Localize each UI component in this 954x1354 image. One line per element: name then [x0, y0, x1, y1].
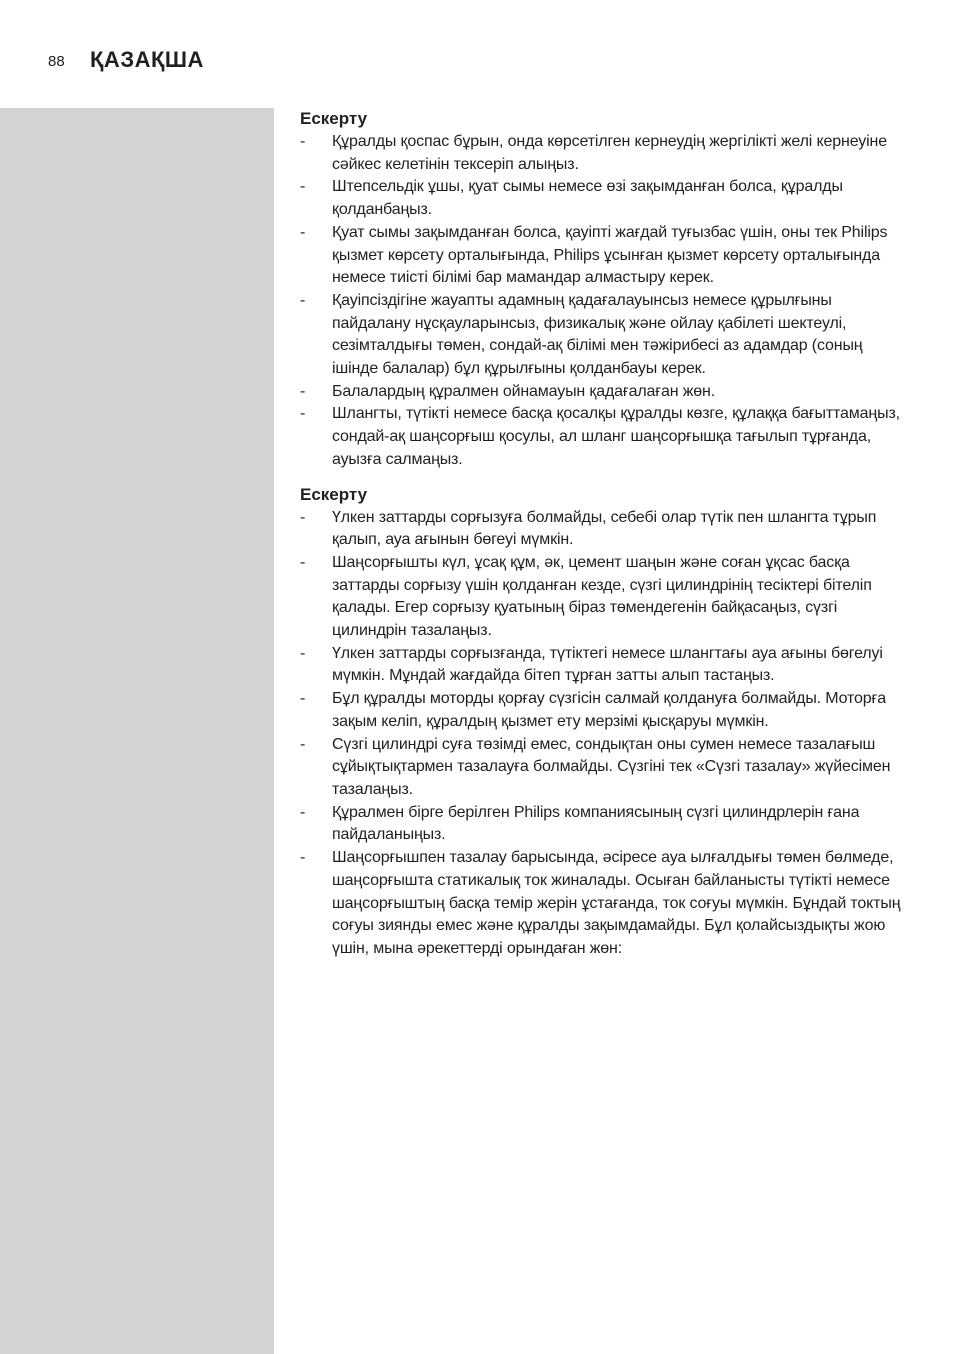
page-header: [0, 0, 954, 100]
page-title: ҚАЗАҚША: [90, 47, 204, 72]
list-item: - Шаңсорғышпен тазалау барысында, әсіресе ауа ылғалдығы төмен бөлмеде, шаңсорғышта статикалық ток жиналады. Осыған байланысты түтікті немесе шаңсорғыштың басқа темір жерін ұстағанда, ток соғуы мүмкін. Бұндай токтың соғуы зиянды емес және құралды зақымдамайды. Бұл қолайсыздықты жою үшін, мына әрекеттерді орындаған жөн:: [300, 849, 901, 957]
list-item-text: Құралды қоспас бұрын, онда көрсетілген кернеудің жергілікті желі кернеуіне сәйкес келетінін тексеріп алыңыз.: [332, 133, 887, 173]
list-item-text: Шаңсорғышты күл, ұсақ құм, әк, цемент шаңын және соған ұқсас басқа заттарды сорғызу үшін қолданған кезде, сүзгі цилиндрінің тесіктері бітеліп қалады. Егер сорғызу қуатының біраз төмендегенін байқасаңыз, сүзгі цилиндрін тазалаңыз.: [332, 553, 872, 640]
section-title: Ескерту: [300, 109, 368, 128]
list-item-text: Шлангты, түтікті немесе басқа қосалқы құралды көзге, құлаққа бағыттамаңыз, сондай-ақ шаңсорғыш қосулы, ал шланг шаңсорғышқа тағылып тұрғанда, ауызға салмаңыз.: [332, 405, 900, 468]
list-item: - Қауіпсіздігіне жауапты адамның қадағалауынсыз немесе құрылғыны пайдалану нұсқауларынсыз, физикалық және ойлау қабілеті шектеулі, сезімталдығы төмен, сондай-ақ білімі мен тәжірибесі аз адамдар (соның ішінде балалар) бұл құрылғыны қолданбауы керек.: [300, 291, 863, 378]
list-item: - Құралмен бірге берілген Philips компаниясының сүзгі цилиндрлерін ғана пайдаланыңыз.: [300, 803, 860, 844]
page-number: 88: [48, 53, 65, 70]
main-content: [300, 108, 910, 973]
list-item-text: Қуат сымы зақымданған болса, қауіпті жағдай туғызбас үшін, оны тек Philips қызмет көрсету орталығында, Philips ұсынған қызмет көрсету орталығында немесе тиісті білімі бар мамандар алмастыру керек.: [332, 223, 888, 287]
list-item: - Балалардың құралмен ойнамауын қадағалаған жөн.: [300, 382, 715, 400]
list-item: - Шлангты, түтікті немесе басқа қосалқы құралды көзге, құлаққа бағыттамаңыз, сондай-ақ шаңсорғыш қосулы, ал шланг шаңсорғышқа тағылып тұрғанда, ауызға салмаңыз.: [300, 405, 900, 468]
list-item-text: Қауіпсіздігіне жауапты адамның қадағалауынсыз немесе құрылғыны пайдалану нұсқауларынсыз, физикалық және ойлау қабілеті шектеулі, сезімталдығы төмен, сондай-ақ білімі мен тәжірибесі аз адамдар (соның ішінде балалар) бұл құрылғыны қолданбауы керек.: [332, 291, 863, 378]
section-title: Ескерту: [300, 484, 368, 504]
warning-section-1: [300, 108, 910, 472]
sidebar-panel: [0, 108, 274, 1354]
list-item-text: Үлкен заттарды сорғызғанда, түтіктегі немесе шлангтағы ауа ағыны бөгелуі мүмкін. Мұндай жағдайда бітеп тұрған затты алып тастаңыз.: [332, 644, 883, 685]
list-item-text: Құралмен бірге берілген Philips компаниясының сүзгі цилиндрлерін ғана пайдаланыңыз.: [332, 803, 860, 844]
list-item: - Штепсельдік ұшы, қуат сымы немесе өзі зақымданған болса, құралды қолданбаңыз.: [300, 178, 843, 219]
list-item: - Үлкен заттарды сорғызуға болмайды, себебі олар түтік пен шлангта тұрып қалып, ауа ағынын бөгеуі мүмкін.: [300, 508, 877, 549]
list-item: - Құралды қоспас бұрын, онда көрсетілген кернеудің жергілікті желі кернеуіне сәйкес келетінін тексеріп алыңыз.: [300, 133, 887, 173]
bullet-list: [300, 507, 910, 961]
list-item: - Үлкен заттарды сорғызғанда, түтіктегі немесе шлангтағы ауа ағыны бөгелуі мүмкін. Мұндай жағдайда бітеп тұрған затты алып тастаңыз.: [300, 644, 883, 685]
warning-section-2: [300, 484, 910, 961]
bullet-list: [300, 131, 910, 472]
list-item-text: Балалардың құралмен ойнамауын қадағалаған жөн.: [332, 382, 715, 400]
list-item: - Сүзгі цилиндрі суға төзімді емес, сондықтан оны сумен немесе тазалағыш сұйықтықтармен тазалауға болмайды. Сүзгіні тек «Сүзгі тазалау» жүйесімен тазалаңыз.: [300, 735, 891, 798]
list-item: - Шаңсорғышты күл, ұсақ құм, әк, цемент шаңын және соған ұқсас басқа заттарды сорғызу үшін қолданған кезде, сүзгі цилиндрінің тесіктері бітеліп қалады. Егер сорғызу қуатының біраз төмендегенін байқасаңыз, сүзгі цилиндрін тазалаңыз.: [300, 553, 872, 640]
list-item-text: Үлкен заттарды сорғызуға болмайды, себебі олар түтік пен шлангта тұрып қалып, ауа ағынын бөгеуі мүмкін.: [332, 508, 877, 549]
list-item-text: Шаңсорғышпен тазалау барысында, әсіресе ауа ылғалдығы төмен бөлмеде, шаңсорғышта статикалық ток жиналады. Осыған байланысты түтікті немесе шаңсорғыштың басқа темір жерін ұстағанда, ток соғуы мүмкін. Бұндай токтың соғуы зиянды емес және құралды зақымдамайды. Бұл қолайсыздықты жою үшін, мына әрекеттерді орындаған жөн:: [332, 849, 901, 957]
list-item-text: Бұл құралды моторды қорғау сүзгісін салмай қолдануға болмайды. Моторға зақым келіп, құралдың қызмет ету мерзімі қысқаруы мүмкін.: [332, 690, 886, 730]
list-item-text: Сүзгі цилиндрі суға төзімді емес, сондықтан оны сумен немесе тазалағыш сұйықтықтармен тазалауға болмайды. Сүзгіні тек «Сүзгі тазалау» жүйесімен тазалаңыз.: [332, 735, 891, 798]
list-item: - Қуат сымы зақымданған болса, қауіпті жағдай туғызбас үшін, оны тек Philips қызмет көрсету орталығында, Philips ұсынған қызмет көрсету орталығында немесе тиісті білімі бар мамандар алмастыру керек.: [300, 223, 888, 287]
list-item: - Бұл құралды моторды қорғау сүзгісін салмай қолдануға болмайды. Моторға зақым келіп, құралдың қызмет ету мерзімі қысқаруы мүмкін.: [300, 690, 886, 730]
list-item-text: Штепсельдік ұшы, қуат сымы немесе өзі зақымданған болса, құралды қолданбаңыз.: [332, 178, 843, 219]
